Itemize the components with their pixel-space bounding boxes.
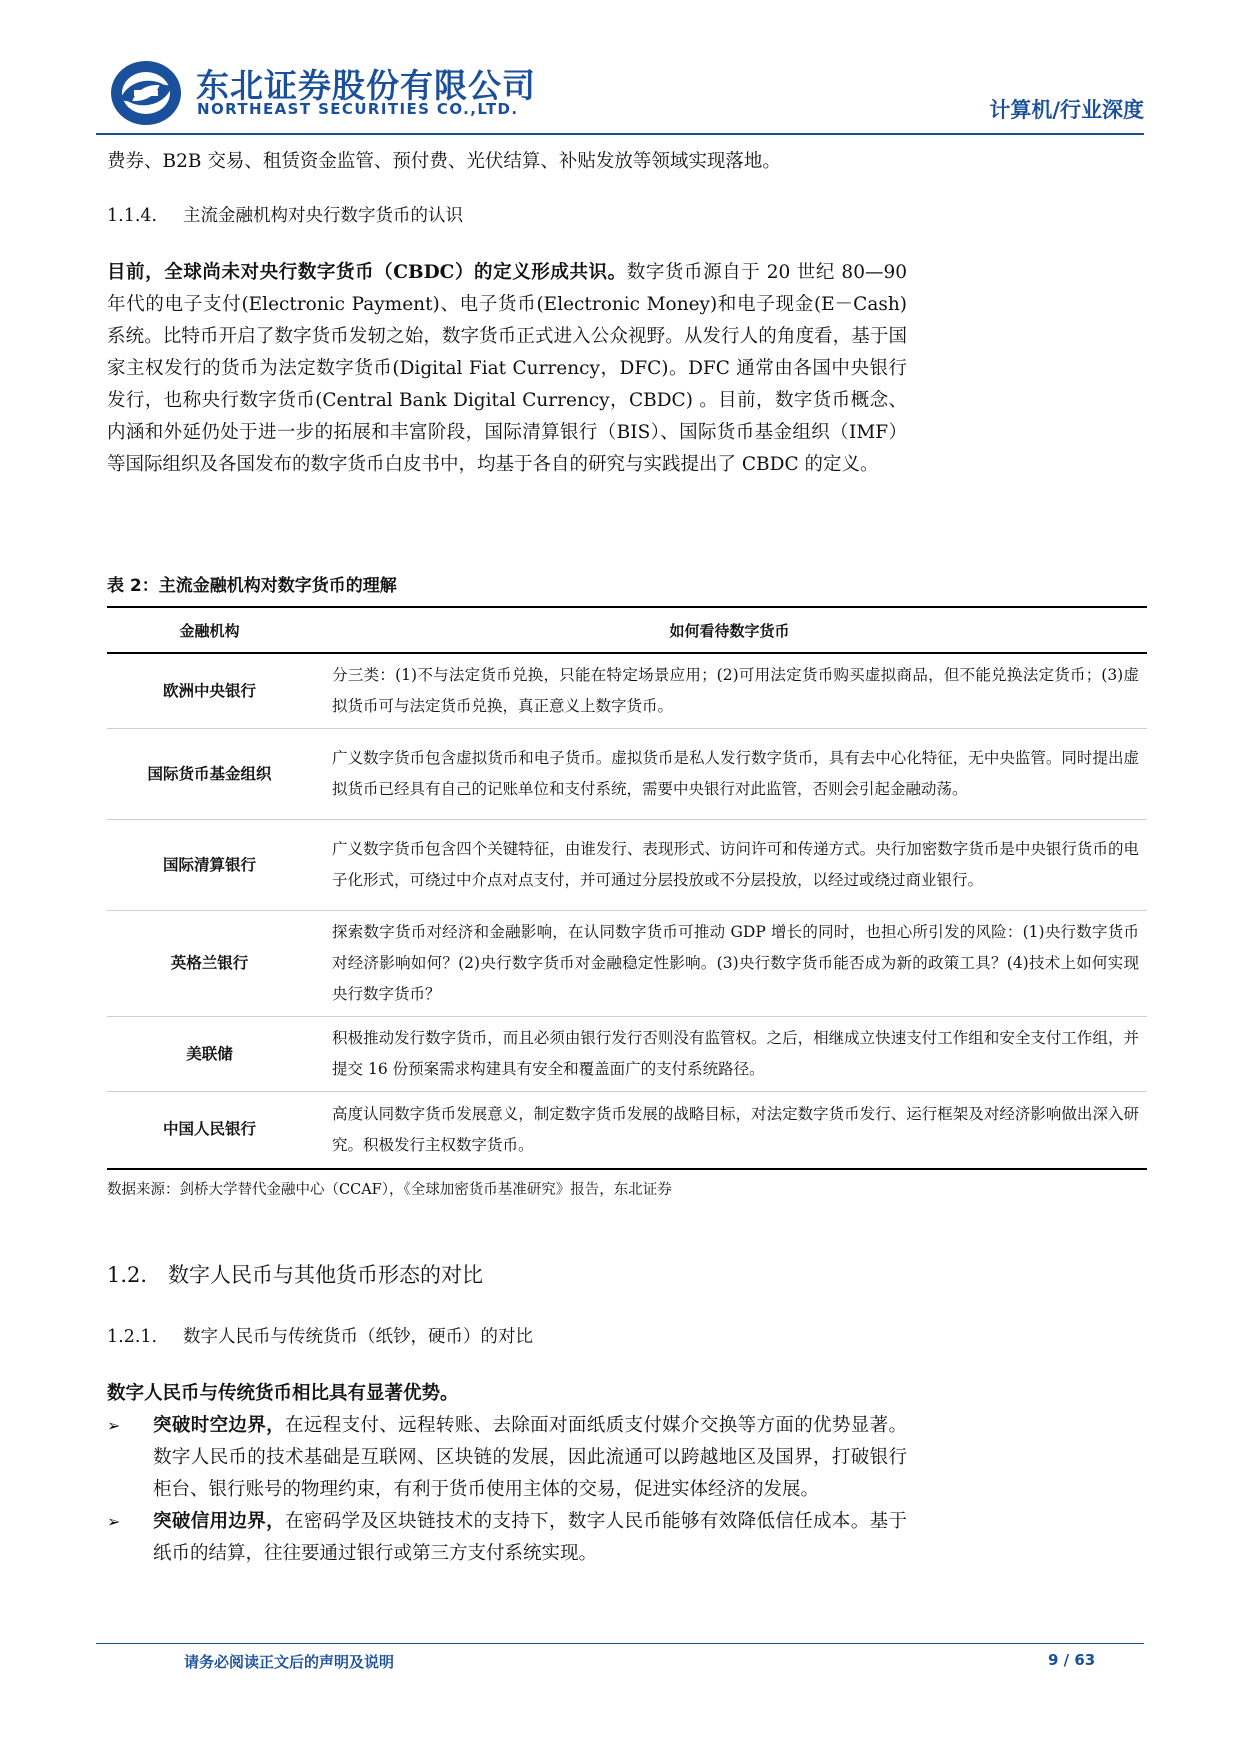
table-row [107, 820, 1147, 911]
report-section: 计算机/行业深度 [989, 98, 1144, 122]
list-item [107, 1506, 907, 1570]
advantage-lead: 数字人民币与传统货币相比具有显著优势。 [107, 1383, 459, 1404]
institution-cell: 美联储 [186, 1044, 233, 1063]
institution-cell: 欧洲中央银行 [163, 681, 257, 700]
view-cell: 高度认同数字货币发展意义，制定数字货币发展的战略目标，对法定数字货币发行、运行框架及对经济影响做出深入研究。积极发行主权数字货币。 [332, 1104, 1139, 1154]
section-title: 主流金融机构对央行数字货币的认识 [183, 206, 463, 226]
company-name-cn: 东北证券股份有限公司 [196, 66, 536, 105]
page-header [0, 0, 1240, 130]
section-1-2 [107, 1260, 907, 1570]
column-header-view: 如何看待数字货币 [669, 621, 790, 640]
bullet-arrow-icon: ➢ [107, 1512, 121, 1531]
table-row [107, 1017, 1147, 1092]
view-cell: 探索数字货币对经济和金融影响，在认同数字货币可推动 GDP 增长的同时，也担心所引发的风险：(1)央行数字货币对经济影响如何？(2)央行数字货币对金融稳定性影响。(3)央行数字货币能否成为新的政策工具？(4)技术上如何实现央行数字货币？ [332, 923, 1139, 1003]
table-source: 数据来源：剑桥大学替代金融中心（CCAF），《全球加密货币基准研究》报告，东北证券 [107, 1181, 672, 1198]
intro-line: 费券、B2B 交易、租赁资金监管、预付费、光伏结算、补贴发放等领域实现落地。 [107, 151, 781, 172]
cbdc-lead: 目前，全球尚未对央行数字货币（CBDC）的定义形成共识。 [107, 262, 627, 283]
institution-cell: 中国人民银行 [163, 1120, 257, 1139]
table-header-row [107, 607, 1147, 653]
company-name-en: NORTHEAST SECURITIES CO.,LTD. [197, 100, 519, 118]
view-cell: 积极推动发行数字货币，而且必须由银行发行否则没有监管权。之后，相继成立快速支付工作组和安全支付工作组，并提交 16 份预案需求构建具有安全和覆盖面广的支付系统路径。 [332, 1029, 1139, 1078]
section-number: 1.2.1. [107, 1327, 158, 1347]
list-item [107, 1410, 907, 1506]
institution-cell: 国际货币基金组织 [147, 764, 272, 783]
column-header-institution: 金融机构 [179, 621, 240, 640]
bullet-text: 在远程支付、远程转账、去除面对面纸质支付媒介交换等方面的优势显著。数字人民币的技术基础是互联网、区块链的发展，因此流通可以跨越地区及国界，打破银行柜台、银行账号的物理约束，有利于货币使用主体的交易，促进实体经济的发展。 [153, 1415, 907, 1500]
advantage-list [107, 1410, 907, 1570]
section-title: 数字人民币与传统货币（纸钞，硬币）的对比 [183, 1327, 533, 1347]
footer-divider [96, 1643, 1144, 1644]
company-logo-icon [108, 58, 184, 128]
main-content [107, 146, 907, 481]
table-row [107, 729, 1147, 820]
bullet-arrow-icon: ➢ [107, 1416, 121, 1435]
institution-cell: 国际清算银行 [163, 855, 257, 874]
section-heading-1-2 [107, 1260, 907, 1290]
table-row [107, 653, 1147, 729]
header-divider [96, 133, 1144, 135]
section-heading-1-2-1 [107, 1324, 907, 1350]
section-title: 数字人民币与其他货币形态的对比 [168, 1263, 483, 1287]
table-row [107, 911, 1147, 1017]
bullet-lead: 突破信用边界， [153, 1511, 286, 1532]
cbdc-body: 数字货币源自于 20 世纪 80—90 年代的电子支付(Electronic Payment)、电子货币(Electronic Money)和电子现金(E－Cash)系统。比特币开启了数字货币发轫之始，数字货币正式进入公众视野。从发行人的角度看，基于国家主权发行的货币为法定数字货币(Digital Fiat Currency，DFC)。DFC 通常由各国中央银行发行，也称央行数字货币(Central Bank Digital Currency，CBDC) 。目前，数字货币概念、内涵和外延仍处于进一步的拓展和丰富阶段，国际清算银行（BIS）、国际货币基金组织（IMF）等国际组织及各国发布的数字货币白皮书中，均基于各自的研究与实践提出了 CBDC 的定义。 [107, 262, 908, 475]
page-number: 9 / 63 [1048, 1651, 1096, 1669]
institution-cell: 英格兰银行 [170, 954, 249, 972]
institutions-table-block [107, 571, 1147, 1199]
section-heading-1-1-4 [107, 203, 907, 229]
institutions-table [107, 606, 1147, 1170]
view-cell: 分三类：(1)不与法定货币兑换，只能在特定场景应用；(2)可用法定货币购买虚拟商品，但不能兑换法定货币；(3)虚拟货币可与法定货币兑换，真正意义上数字货币。 [332, 666, 1139, 715]
section-number: 1.1.4. [107, 206, 158, 226]
view-cell: 广义数字货币包含虚拟货币和电子货币。虚拟货币是私人发行数字货币，具有去中心化特征，无中央监管。同时提出虚拟货币已经具有自己的记账单位和支付系统，需要中央银行对此监管，否则会引起金融动荡。 [332, 749, 1139, 798]
table-row [107, 1092, 1147, 1169]
footer-notice: 请务必阅读正文后的声明及说明 [184, 1653, 395, 1671]
table-title: 表 2：主流金融机构对数字货币的理解 [107, 576, 397, 596]
bullet-lead: 突破时空边界， [153, 1415, 286, 1436]
section-number: 1.2. [107, 1263, 148, 1287]
view-cell: 广义数字货币包含四个关键特征，由谁发行、表现形式、访问许可和传递方式。央行加密数字货币是中央银行货币的电子化形式，可绕过中介点对点支付，并可通过分层投放或不分层投放，以经过或绕过商业银行。 [332, 840, 1139, 889]
bullet-text: 在密码学及区块链技术的支持下，数字人民币能够有效降低信任成本。基于纸币的结算，往往要通过银行或第三方支付系统实现。 [153, 1511, 907, 1564]
cbdc-paragraph [107, 257, 907, 481]
